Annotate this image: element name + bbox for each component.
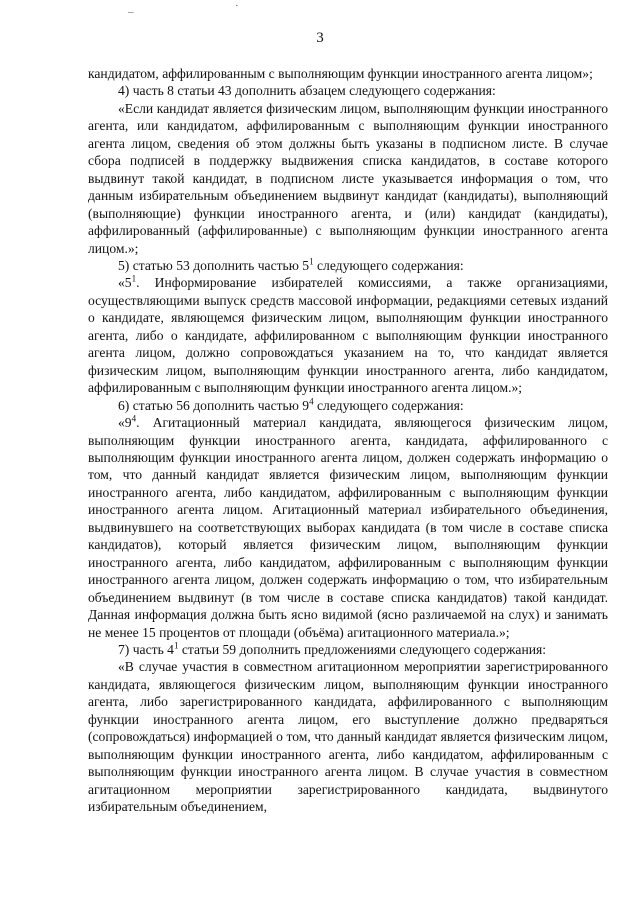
superscript: 4 [131,413,137,424]
paragraph-continuation: кандидатом, аффилированным с выполняющим функции иностранного агента лицом»; [88,66,593,81]
paragraph-item-5: 5) статью 53 дополнить частью $5^1$ следующего содержания: [118,256,464,273]
paragraph-quote-59: «В случае участия в совместном агитационном мероприятии зарегистрированного кандидата, являющегося физическим лицом, выполняющим функции иностранного агента, либо зарегистрированного кандидата, аффилированного с выполняющим функции иностранного агента лицом, его выступление должно предваряться (сопровождаться) информацией о том, что данный кандидат является физическим лицом, выполняющим функции иностранного агента, либо кандидатом, аффилированным с выполняющим функции иностранного агента лицом. В случае участия в совместном агитационном мероприятии зарегистрированного кандидата, выдвинутого избирательным объединением, [88,659,608,815]
superscript: 1 [173,640,179,651]
document-body [88,65,608,815]
paragraph-quote-53: «$5^1$. Информирование избирателей комиссиями, а также организациями, осуществляющими выпуск средств массовой информации, редакциями сетевых изданий о кандидате, являющемся физическим лицом, выполняющим функции иностранного агента, либо о кандидате, аффилированном с выполняющим функции иностранного агента лицом, должно сопровождаться указанием на то, что кандидат является физическим лицом, выполняющим функции иностранного агента, либо кандидатом, аффилированным с выполняющим функции иностранного агента лицом.»; [88,273,608,396]
superscript: 1 [309,256,314,267]
paragraph-item-7: 7) часть $4^1$ статьи 59 дополнить предложениями следующего содержания: [118,640,547,657]
page-number: 3 [316,30,324,46]
paragraph-item-6: 6) статью 56 дополнить частью $9^4$ следующего содержания: [118,396,464,413]
paragraph-item-4: 4) часть 8 статьи 43 дополнить абзацем следующего содержания: [118,83,496,99]
scan-mark-top: – [128,6,134,18]
scan-mark-top-right: · [235,0,239,12]
paragraph-quote-43: «Если кандидат является физическим лицом, выполняющим функции иностранного агента, или кандидатом, аффилированным с выполняющим функции иностранного агента лицом, сведения об этом должны быть указаны в подписном листе. В случае сбора подписей в поддержку выдвижения списка кандидатов, в составе которого выдвинут такой кандидат, в подписном листе указывается информация о том, что данным избирательным объединением выдвинут кандидат (кандидаты), выполняющий (выполняющие) функции иностранного агента, и (или) кандидат (кандидаты), аффилированный (аффилированные) с выполняющим функции иностранного агента лицом.»; [88,100,608,256]
superscript: 4 [309,396,314,407]
superscript: 1 [131,273,137,284]
paragraph-quote-56: «$9^4$. Агитационный материал кандидата, являющегося физическим лицом, выполняющим функции иностранного агента, кандидата, аффилированного с выполняющим функции иностранного агента лицом, должен содержать информацию о том, что данный кандидат является физическим лицом, выполняющим функции иностранного агента, либо кандидатом, аффилированным с выполняющим функции иностранного агента лицом. Агитационный материал избирательного объединения, выдвинувшего на соответствующих выборах кандидата (в том числе в составе списка кандидатов), который является физическим лицом, выполняющим функции иностранного агента, либо кандидатом, аффилированным с выполняющим функции иностранного агента лицом, должен содержать информацию о том, что избирательным объединением выдвинут (в том числе в составе списка кандидатов) такой кандидат. Данная информация должна быть ясно видимой (ясно различаемой на слух) и занимать не менее 15 процентов от площади (объёма) агитационного материала.»; [88,413,608,640]
